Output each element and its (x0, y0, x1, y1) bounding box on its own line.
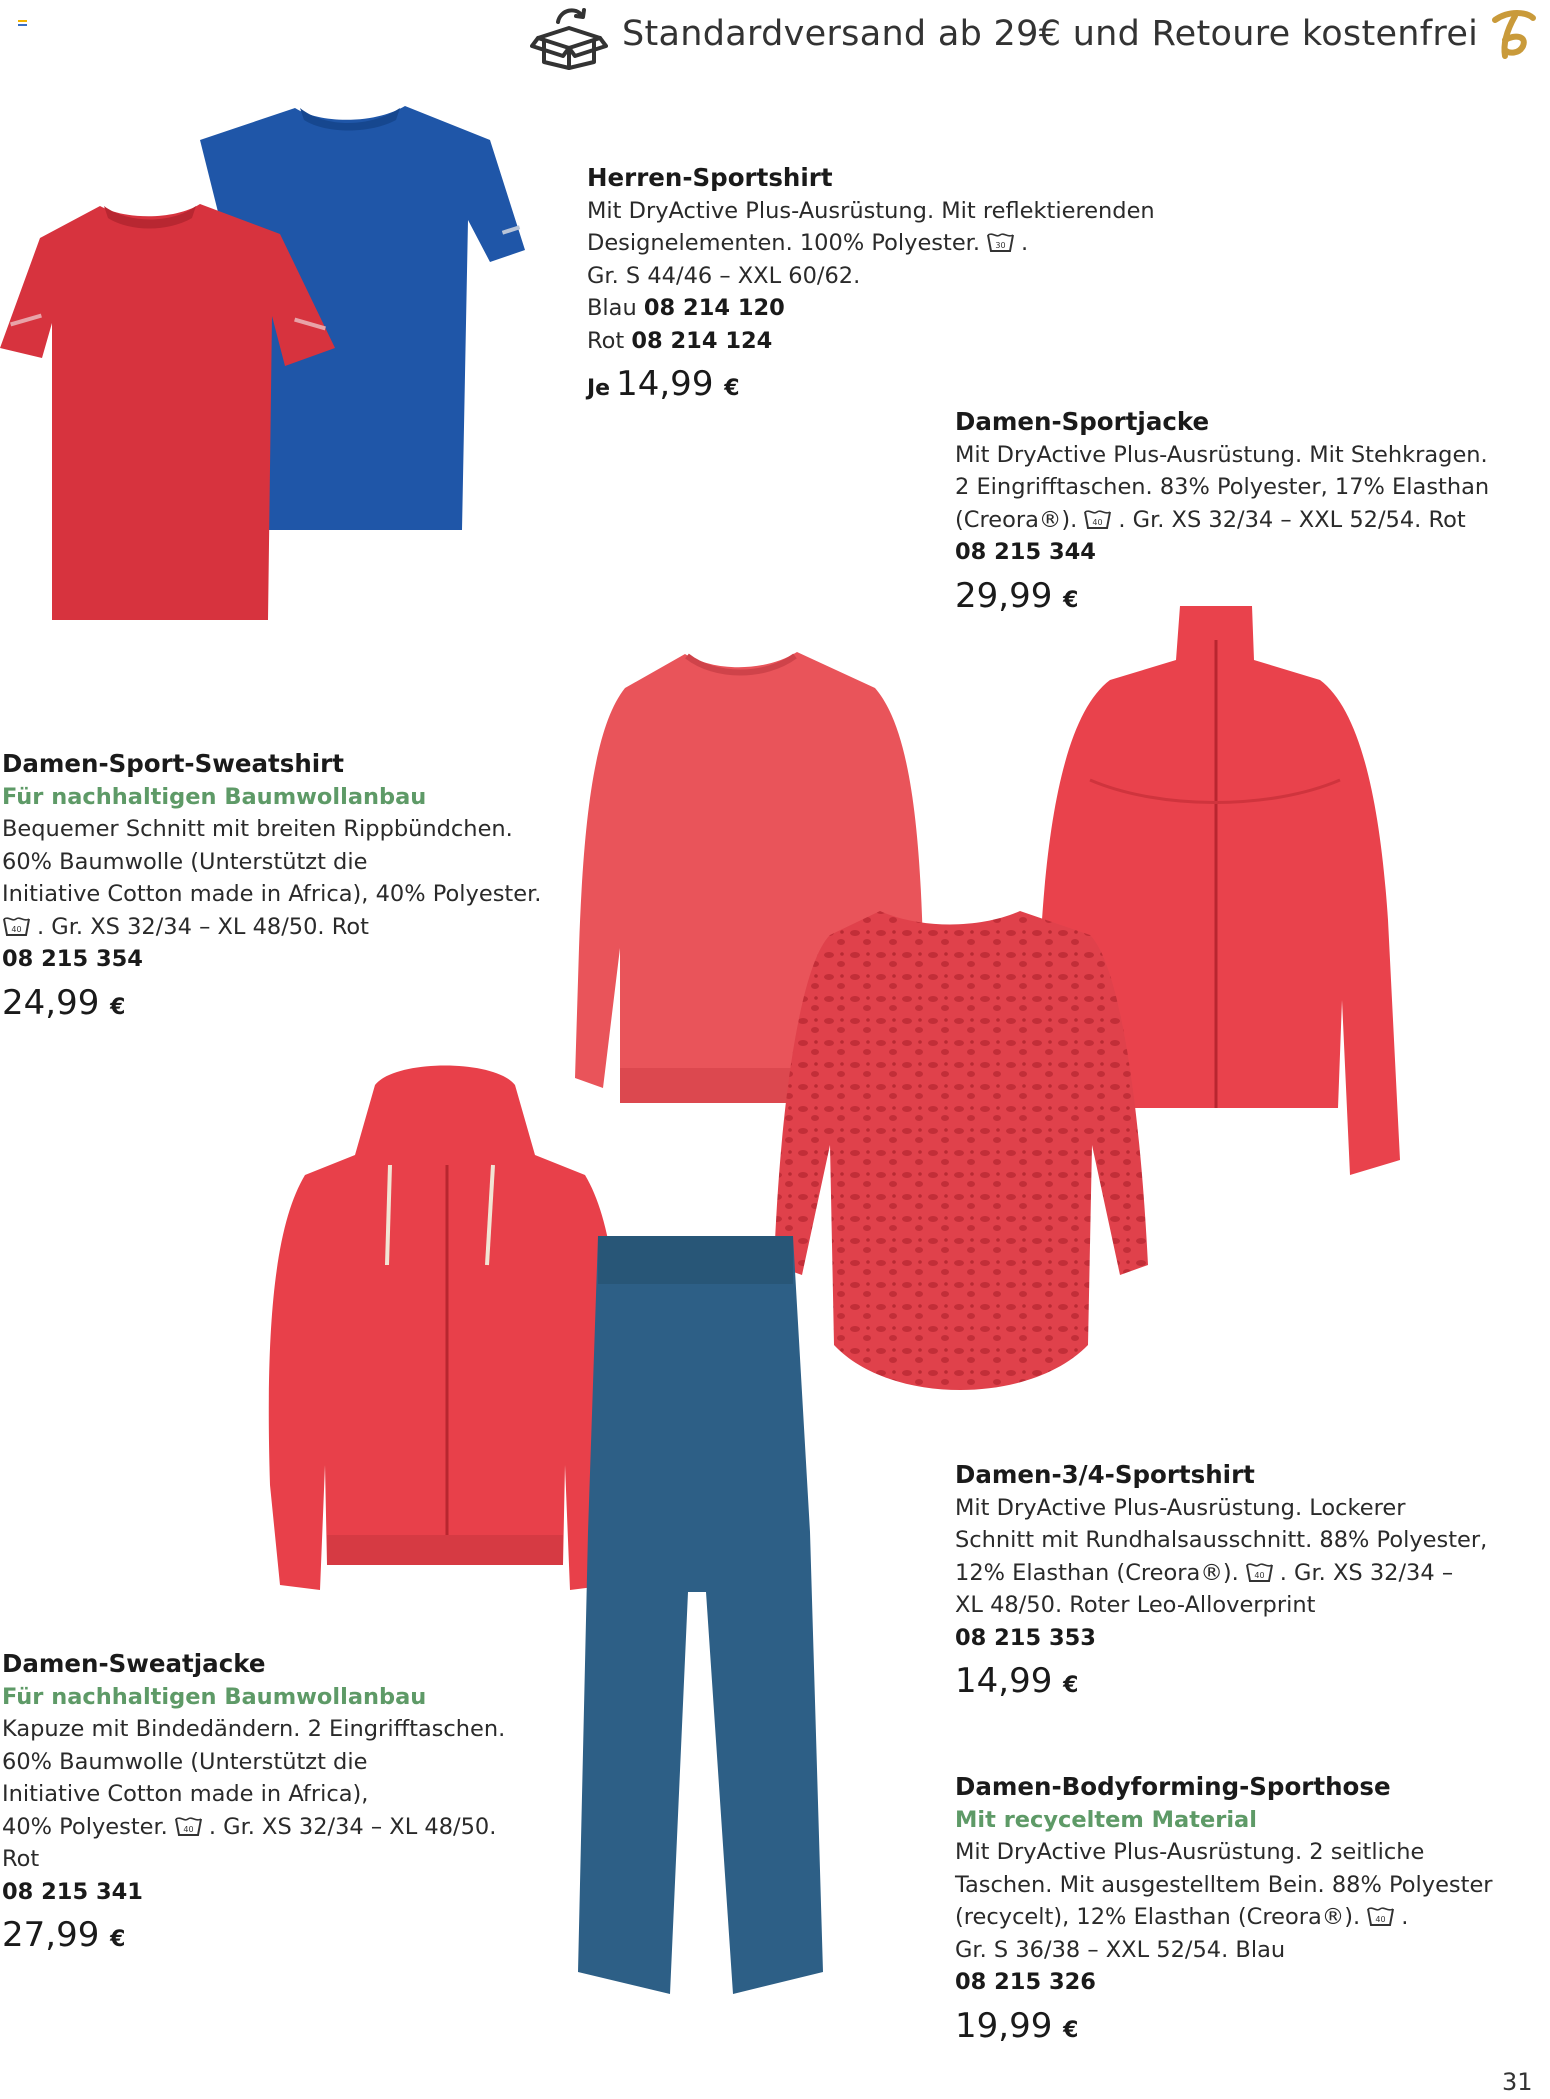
article-number: 08 214 120 (643, 295, 785, 321)
product-damen-34-sportshirt (955, 1459, 1535, 1709)
product-variant-rot: Rot 08 214 124 (587, 327, 773, 354)
product-damen-sport-sweatshirt (2, 748, 562, 1031)
product-name: Damen-Sweatjacke (2, 1649, 266, 1678)
product-name: Herren-Sportshirt (587, 163, 833, 192)
article-number: 08 215 344 (955, 539, 1096, 565)
product-sizes: Gr. S 44/46 – XXL 60/62. (587, 262, 861, 289)
shipping-text: Standardversand ab 29€ und Retoure kostenfrei (622, 14, 1479, 54)
price: 14,99 € (955, 1661, 1079, 1701)
product-description: Mit DryActive Plus-Ausrüstung. Lockerer (955, 1494, 1406, 1521)
product-description: Initiative Cotton made in Africa), 40% Polyester. (2, 881, 542, 907)
product-description: Schnitt mit Rundhalsausschnitt. 88% Polyester, (955, 1527, 1488, 1553)
product-description: 12% Elasthan (Creora®). 40 . Gr. XS 32/34 – (955, 1559, 1454, 1586)
product-description: 60% Baumwolle (Unterstützt die (2, 1748, 368, 1775)
herren-sportshirt-red-image (0, 198, 335, 628)
product-variant-blau: Blau 08 214 120 (587, 295, 785, 321)
product-description: Taschen. Mit ausgestelltem Bein. 88% Polyester (955, 1871, 1493, 1898)
sustainability-tag: Für nachhaltigen Baumwollanbau (2, 783, 427, 810)
price: Je 14,99 € (587, 364, 740, 404)
product-name: Damen-Bodyforming-Sporthose (955, 1772, 1391, 1801)
svg-text:40: 40 (11, 924, 22, 934)
product-name: Damen-Sport-Sweatshirt (2, 749, 344, 778)
product-damen-bodyforming-sporthose (955, 1771, 1545, 2054)
product-damen-sweatjacke (2, 1648, 562, 1963)
wash-40-icon (2, 916, 31, 937)
product-damen-sportjacke (955, 406, 1535, 624)
product-herren-sportshirt (587, 162, 1187, 412)
tchibo-logo-icon (1485, 6, 1539, 62)
product-description: Mit DryActive Plus-Ausrüstung. 2 seitliche (955, 1839, 1425, 1865)
price: 27,99 € (2, 1915, 126, 1955)
product-description: XL 48/50. Roter Leo-Alloverprint (955, 1592, 1316, 1618)
product-description: Bequemer Schnitt mit breiten Rippbündchen. (2, 816, 513, 842)
product-description: Mit DryActive Plus-Ausrüstung. Mit Stehkragen. (955, 441, 1488, 468)
article-number: 08 215 326 (955, 1969, 1096, 1995)
product-description: 40% Polyester. 40 . Gr. XS 32/34 – XL 48/50. (2, 1813, 497, 1840)
price: 24,99 € (2, 982, 126, 1023)
shipping-banner (530, 0, 1550, 78)
page-number: 31 (1502, 2068, 1533, 2096)
svg-text:40: 40 (1254, 1570, 1265, 1580)
wash-30-icon (986, 232, 1015, 253)
product-description: Mit DryActive Plus-Ausrüstung. Mit reflektierenden (587, 197, 1155, 224)
product-description: (recycelt), 12% Elasthan (Creora®). 40 . (955, 1904, 1409, 1930)
product-description: 60% Baumwolle (Unterstützt die (2, 848, 368, 875)
article-number: 08 215 354 (2, 946, 143, 972)
price: 19,99 € (955, 2005, 1079, 2046)
sustainability-tag: Mit recyceltem Material (955, 1806, 1257, 1833)
svg-text:40: 40 (1092, 517, 1103, 527)
damen-sweatjacke-image (265, 1065, 625, 1605)
svg-text:40: 40 (183, 1824, 194, 1834)
article-number: 08 215 341 (2, 1878, 143, 1905)
shipping-box-icon (530, 4, 608, 70)
svg-text:30: 30 (995, 241, 1006, 250)
wash-40-icon (174, 1816, 203, 1837)
product-description: Kapuze mit Bindedändern. 2 Eingrifftaschen. (2, 1716, 506, 1742)
svg-text:40: 40 (1375, 1915, 1386, 1924)
wash-40-icon (1083, 509, 1112, 530)
corner-mark (18, 20, 27, 26)
product-name: Damen-3/4-Sportshirt (955, 1460, 1255, 1489)
product-sizes: Gr. S 36/38 – XXL 52/54. Blau (955, 1936, 1286, 1963)
product-description: 40 . Gr. XS 32/34 – XL 48/50. Rot (2, 911, 562, 944)
wash-40-icon (1366, 1906, 1395, 1927)
sustainability-tag: Für nachhaltigen Baumwollanbau (2, 1683, 427, 1710)
price: 29,99 € (955, 575, 1079, 616)
wash-40-icon (1245, 1562, 1274, 1583)
damen-bodyforming-sporthose-image (578, 1232, 823, 2002)
article-number: 08 214 124 (631, 327, 773, 354)
damen-34-sportshirt-image (770, 905, 1150, 1410)
product-description: (Creora®). 40 . Gr. XS 32/34 – XXL 52/54. Rot (955, 506, 1466, 533)
product-description: Initiative Cotton made in Africa), (2, 1781, 369, 1807)
product-description: Designelementen. 100% Polyester. 30 . (587, 230, 1029, 256)
article-number: 08 215 353 (955, 1624, 1096, 1651)
product-color: Rot (2, 1846, 40, 1872)
product-description: 2 Eingrifftaschen. 83% Polyester, 17% Elasthan (955, 474, 1490, 500)
product-name: Damen-Sportjacke (955, 407, 1210, 436)
